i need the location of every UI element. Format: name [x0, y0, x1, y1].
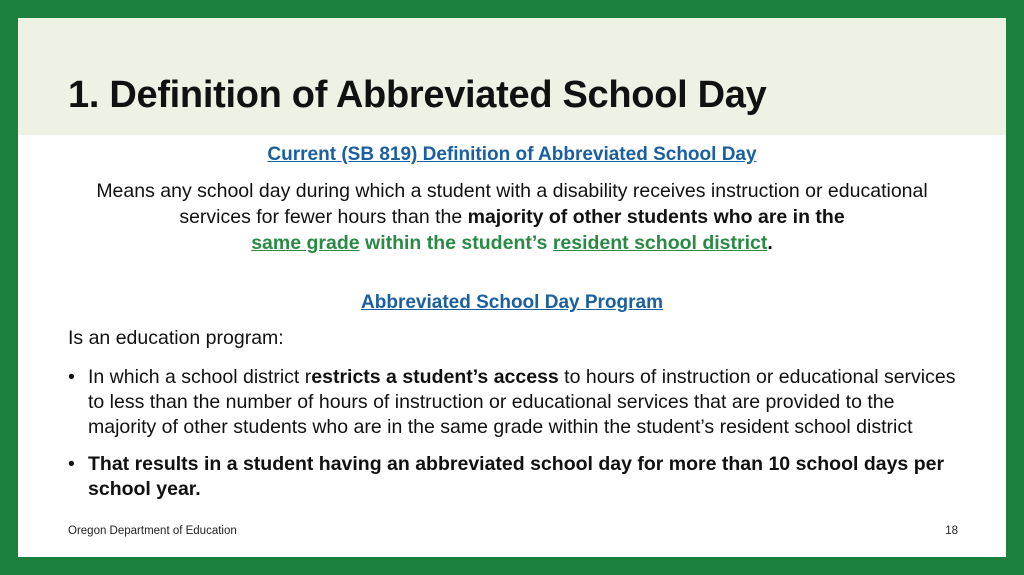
- resident-school-district-link[interactable]: resident school district: [552, 232, 768, 254]
- definition-paragraph: [78, 178, 946, 256]
- page-number: 18: [945, 525, 958, 537]
- slide: [18, 18, 1006, 557]
- bullet1-pre: In which a school district r: [88, 366, 312, 388]
- footer-organization: Oregon Department of Education: [68, 525, 237, 537]
- section1-heading-wrap: [18, 144, 1006, 166]
- list-item: [68, 365, 968, 440]
- title-band: [18, 18, 1006, 135]
- slide-title: 1. Definition of Abbreviated School Day: [68, 74, 767, 116]
- definition-period: .: [767, 232, 773, 254]
- definition-green-text: within the student’s: [359, 232, 553, 254]
- section2-heading-link[interactable]: Abbreviated School Day Program: [361, 292, 663, 313]
- bullet1-bold: estricts a student’s access: [311, 366, 559, 388]
- program-intro: Is an education program:: [68, 327, 284, 349]
- bullet-icon: •: [68, 453, 75, 475]
- definition-bold: majority of other students who are in the: [467, 206, 845, 228]
- bullet2-text: That results in a student having an abbreviated school day for more than 10 school days per school year.: [88, 453, 945, 500]
- bullet-icon: •: [68, 366, 75, 388]
- section2-heading-wrap: [18, 292, 1006, 314]
- section1-heading-link[interactable]: Current (SB 819) Definition of Abbreviated School Day: [267, 144, 757, 165]
- bullet1-post: to hours of instruction or educational services to less than the number of hours of instruction or educational services that are provided to the majority of other students who are in the same grade within the student’s resident school district: [88, 366, 956, 438]
- same-grade-link[interactable]: same grade: [251, 232, 360, 254]
- program-bullets: [68, 365, 968, 514]
- definition-text: Means any school day during which a student with a disability receives instruction or educational services for fewer hours than the: [96, 180, 928, 228]
- list-item: [68, 452, 968, 502]
